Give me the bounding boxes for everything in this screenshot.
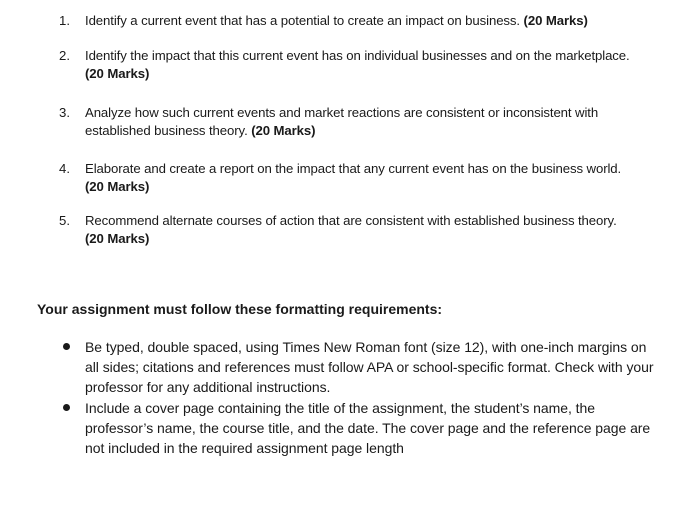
question-body: Identify the impact that this current event has on individual businesses and on the marketplace. [85,48,630,63]
question-body: Identify a current event that has a potential to create an impact on business. [85,13,524,28]
question-marks: (20 Marks) [523,13,588,28]
question-text [85,160,665,196]
question-number: 5. [59,213,70,228]
requirements-heading: Your assignment must follow these formatting requirements: [37,301,443,317]
question-body: Analyze how such current events and market reactions are consistent or inconsistent with established business theory. [85,105,599,138]
question-text [85,12,665,30]
question-number: 3. [59,105,70,120]
question-marks: (20 Marks) [85,66,150,81]
question-body: Elaborate and create a report on the impact that any current event has on the business world. [85,161,622,176]
question-body: Recommend alternate courses of action that are consistent with established business theory. [85,213,617,228]
question-text [85,212,665,248]
question-marks: (20 Marks) [251,123,316,138]
question-number: 4. [59,161,70,176]
question-text [85,47,665,83]
requirement-item [0,337,700,397]
question-text [85,104,665,140]
question-marks: (20 Marks) [85,231,150,246]
requirement-text: Include a cover page containing the title of the assignment, the student’s name, the professor’s name, the course title, and the date. The cover page and the reference page are not included in the required assignment page length [85,400,651,456]
question-marks: (20 Marks) [85,179,150,194]
requirement-text: Be typed, double spaced, using Times New Roman font (size 12), with one-inch margins on all sides; citations and references must follow APA or school-specific format. Check with your professor for any additional instructions. [85,339,654,395]
requirement-item [0,398,700,458]
question-number: 2. [59,48,70,63]
requirements-list [0,337,700,458]
question-number: 1. [59,13,70,28]
bullet-icon [63,404,70,411]
bullet-icon [63,343,70,350]
